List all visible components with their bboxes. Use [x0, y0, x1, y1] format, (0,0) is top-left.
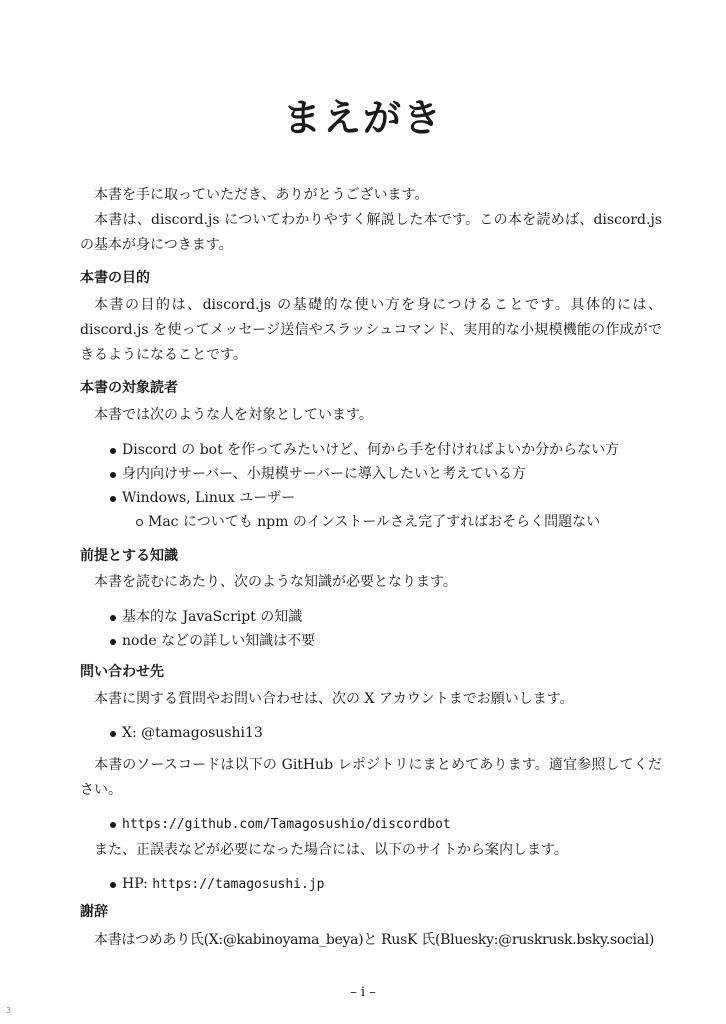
section-heading-thanks: 謝辞: [80, 904, 108, 920]
repo-list: [80, 812, 662, 837]
section-heading-purpose: 本書の目的: [80, 270, 150, 286]
audience-list: [80, 438, 662, 534]
section-heading-prerequisites: 前提とする知識: [80, 548, 178, 564]
list-item: 基本的な JavaScript の知識: [80, 605, 662, 629]
sub-list-item: Mac についても npm のインストールさえ完了すればおそらく問題ない: [80, 510, 662, 534]
prereq-list: [80, 605, 662, 653]
x-account-item: X: @tamagosushi13: [80, 721, 662, 745]
section-heading-contact: 問い合わせ先: [80, 664, 164, 680]
audience-paragraph: 本書では次のような人を対象としています。: [94, 407, 373, 423]
section-heading-audience: 本書の対象読者: [80, 380, 178, 396]
contact-list: [80, 721, 662, 745]
list-item: Discord の bot を作ってみたいけど、何から手を付ければよいか分からない方: [80, 438, 662, 462]
purpose-paragraph: 本書の目的は、discord.js の基礎的な使い方を身につけることです。具体的には、discord.js を使ってメッセージ送信やスラッシュコマンド、実用的な小規模機能の作成ができるようになることです。: [80, 297, 662, 363]
intro-paragraph-1: 本書を手に取っていただき、ありがとうございます。: [94, 187, 429, 203]
thanks-paragraph: 本書はつめあり氏(X:@kabinoyama_beya)と RusK 氏(Bluesky:@ruskrusk.bsky.social): [94, 932, 655, 948]
list-item: node などの詳しい知識は不要: [80, 629, 662, 653]
repo-link[interactable]: https://github.com/Tamagosushio/discordbot: [122, 817, 451, 832]
list-item: Windows, Linux ユーザー: [80, 486, 662, 510]
page-index: 3: [6, 1006, 12, 1015]
hp-label: HP:: [122, 876, 153, 892]
prereq-paragraph: 本書を読むにあたり、次のような知識が必要となります。: [94, 574, 457, 590]
hp-link[interactable]: https://tamagosushi.jp: [152, 877, 325, 892]
intro-paragraph-2: 本書は、discord.js についてわかりやすく解説した本です。この本を読めば、discord.js の基本が身につきます。: [80, 212, 662, 253]
page-number-footer: – i –: [350, 985, 376, 1000]
page-title: まえがき: [282, 96, 443, 140]
list-item: [80, 812, 662, 837]
source-paragraph: 本書のソースコードは以下の GitHub レポジトリにまとめてあります。適宜参照してください。: [80, 757, 662, 798]
hp-list: [80, 872, 662, 897]
list-item: [80, 872, 662, 897]
contact-paragraph: 本書に関する質問やお問い合わせは、次の X アカウントまでお願いします。: [94, 691, 574, 707]
errata-paragraph: また、正誤表などが必要になった場合には、以下のサイトから案内します。: [94, 842, 568, 858]
list-item: 身内向けサーバー、小規模サーバーに導入したいと考えている方: [80, 462, 662, 486]
